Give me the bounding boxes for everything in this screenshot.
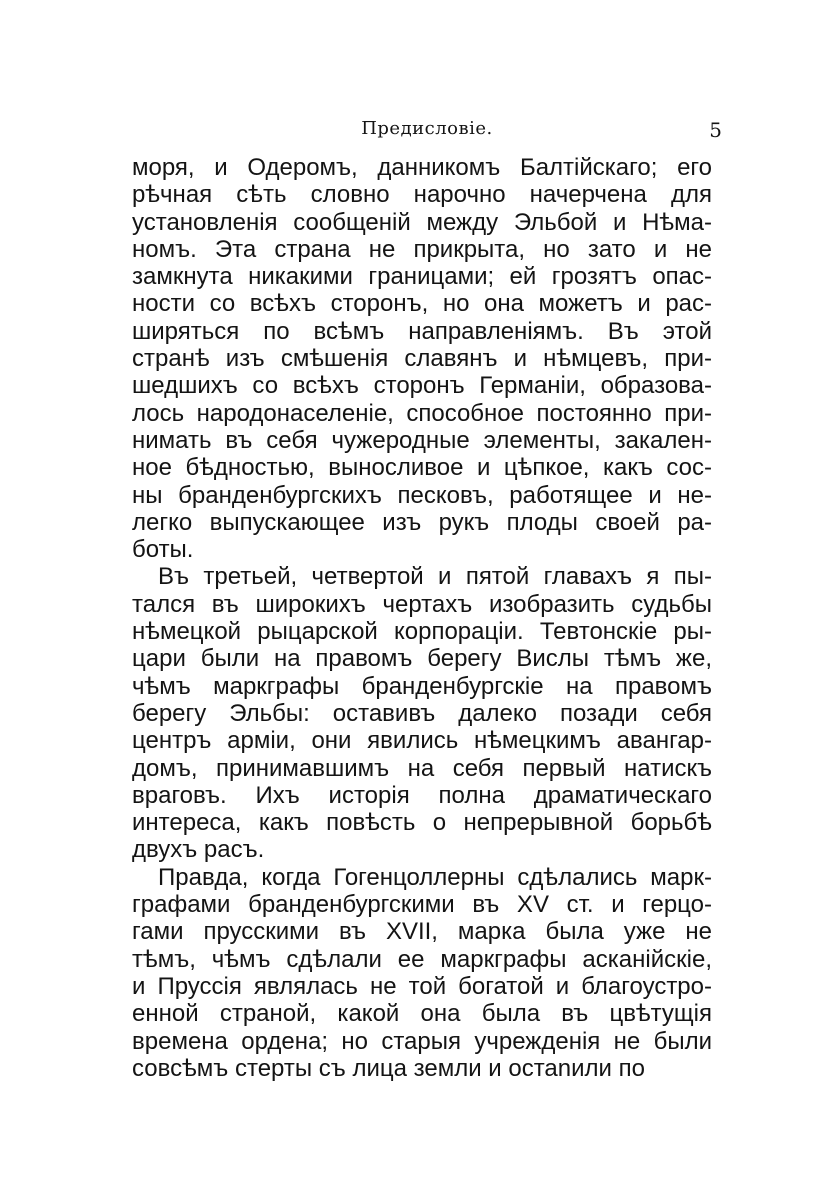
paragraph — [132, 154, 712, 563]
text-line: и Пруссія являлась не той богатой и благоустро- — [132, 972, 712, 1000]
text-line: цари были на правомъ берегу Вислы тѣмъ же, — [132, 645, 712, 673]
text-line: установленія сообщеній между Эльбой и Нѣма- — [132, 208, 712, 236]
running-head — [132, 118, 722, 142]
text-line: двухъ расъ. — [132, 836, 265, 864]
text-line: домъ, принимавшимъ на себя первый натискъ — [132, 754, 712, 782]
text-line: враговъ. Ихъ исторія полна драматическаго — [132, 781, 712, 809]
text-line: берегу Эльбы: оставивъ далеко позади себя — [132, 699, 712, 727]
text-line: центръ арміи, они явились нѣмецкимъ авангар- — [132, 727, 712, 755]
text-line: шедшихъ со всѣхъ сторонъ Германіи, образова- — [132, 372, 712, 400]
body-text — [132, 154, 712, 1082]
text-line: гами прусскими въ XVII, марка была уже не — [132, 918, 712, 946]
text-line: лось народонаселеніе, способное постоянно при- — [132, 399, 712, 427]
text-line: времена ордена; но старыя учрежденія не были — [132, 1027, 712, 1055]
text-line: Въ третьей, четвертой и пятой главахъ я пы- — [158, 563, 712, 591]
text-line: ное бѣдностью, выносливое и цѣпкое, какъ сос- — [132, 454, 712, 482]
text-line: Правда, когда Гогенцоллерны сдѣлались марк- — [158, 863, 712, 891]
running-title: Предисловіе. — [361, 118, 493, 139]
page-number: 5 — [709, 118, 722, 142]
text-line: нѣмецкой рыцарской корпораціи. Тевтонскіе ры- — [132, 618, 712, 646]
text-line: нимать въ себя чужеродные элементы, закален- — [132, 426, 712, 454]
text-line: замкнута никакими границами; ей грозятъ опас- — [132, 263, 712, 291]
text-line: странѣ изъ смѣшенія славянъ и нѣмцевъ, при- — [132, 345, 712, 373]
text-line: боты. — [132, 536, 194, 564]
text-line: рѣчная сѣть словно нарочно начерчена для — [132, 181, 712, 209]
text-line: тался въ широкихъ чертахъ изобразить судьбы — [132, 590, 712, 618]
text-line: совсѣмъ стерты съ лица земли и остаnили по — [132, 1054, 645, 1082]
text-line: интереса, какъ повѣсть о непрерывной борьбѣ — [132, 809, 712, 837]
paragraph — [132, 563, 712, 863]
text-line: моря, и Одеромъ, данникомъ Балтійскаго; его — [132, 154, 712, 181]
text-line: ны бранденбургскихъ песковъ, работящее и не- — [132, 481, 712, 509]
text-line: тѣмъ, чѣмъ сдѣлали ее маркграфы асканійскіе, — [132, 945, 712, 973]
text-line: ности со всѣхъ сторонъ, но она можетъ и рас- — [132, 290, 712, 318]
text-line: чѣмъ маркграфы бранденбургскіе на правомъ — [132, 672, 712, 700]
text-line: ширяться по всѣмъ направленіямъ. Въ этой — [132, 317, 712, 345]
text-line: графами бранденбургскими въ XV ст. и герцо- — [132, 891, 712, 919]
text-line: номъ. Эта страна не прикрыта, но зато и не — [132, 235, 712, 263]
paragraph — [132, 864, 712, 1082]
text-line: легко выпускающее изъ рукъ плоды своей ра- — [132, 508, 712, 536]
text-line: енной страной, какой она была въ цвѣтущія — [132, 1000, 712, 1028]
